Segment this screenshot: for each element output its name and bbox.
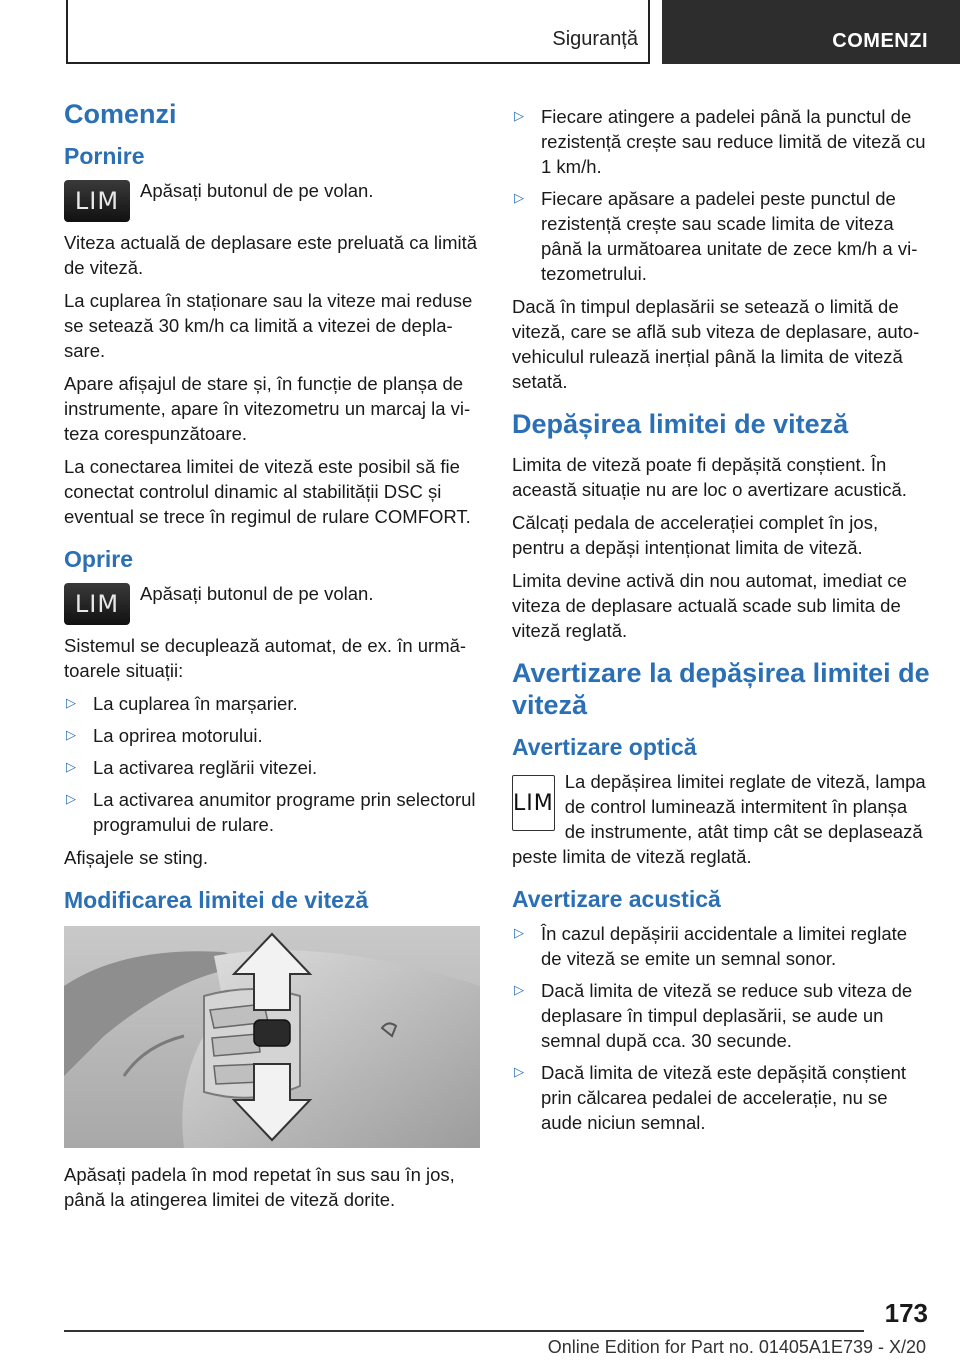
heading-modificare: Modificarea limitei de viteză xyxy=(64,887,369,913)
steering-wheel-illustration xyxy=(64,926,480,1148)
heading-avertizare-optica: Avertizare optică xyxy=(512,734,697,760)
list-item: ▷ Fiecare apăsare a padelei peste punctul de rezistență crește sau scade limita de viteza până la următoarea unitate de zece km/h a vitezometrului. xyxy=(512,186,930,286)
lim-indicator-lamp-icon: LIM xyxy=(512,775,555,831)
page-title: Comenzi xyxy=(64,99,177,129)
heading-depasirea: Depășirea limitei de viteză xyxy=(512,409,849,439)
header-chapter-tab xyxy=(662,0,960,64)
heading-avertizare: Avertizare la depășirea limitei de viteză xyxy=(512,658,930,720)
header-rule-divider xyxy=(648,0,650,64)
right-column xyxy=(512,104,930,1143)
list-item: ▷ Dacă limita de viteză se reduce sub viteza de deplasare în timpul deplasării, se aude un semnal după cca. 30 secunde. xyxy=(512,978,930,1053)
paragraph: Apare afișajul de stare și, în funcție de planșa de instrumente, apare în vitezometru un marcaj la viteza corespunzătoare. xyxy=(64,373,471,444)
oprire-list xyxy=(64,691,482,837)
heading-avertizare-acustica: Avertizare acustică xyxy=(512,886,721,912)
paragraph: La conectarea limitei de viteză este posibil să fie conectat controlul dinamic al stabilității DSC și eventual se trece în regimul de rulare COMFORT. xyxy=(64,456,471,527)
paragraph: Limita de viteză poate fi depășită conștient. În această situație nu are loc o avertizare acustică. xyxy=(512,454,907,500)
header-rule-bottom xyxy=(66,62,650,64)
paragraph: Dacă în timpul deplasării se setează o limită de viteză, care se află sub viteza de deplasare, autovehiculul rulează inerțial până la limita de viteză setată. xyxy=(512,296,920,392)
page-number: 173 xyxy=(884,1298,928,1328)
optica-text: La depășirea limitei reglate de viteză, lampa de control luminează intermitent în planșa de instrumente, atât timp cât se deplasează peste limita de viteză reglată. xyxy=(512,771,926,867)
heading-oprire: Oprire xyxy=(64,546,134,572)
footer-rule xyxy=(64,1330,864,1332)
header-section-name: Siguranță xyxy=(552,28,638,50)
lim-button-icon: LIM xyxy=(64,180,130,222)
paragraph: Limita devine activă din nou automat, imediat ce viteza de deplasare actuală scade sub limita de viteză reglată. xyxy=(512,570,907,641)
list-item: ▷ La cuplarea în marșarier. xyxy=(64,691,482,716)
pornire-instruction xyxy=(64,178,482,222)
list-item: ▷ În cazul depășirii accidentale a limitei reglate de viteză se emite un semnal sonor. xyxy=(512,921,930,971)
header-chapter-label: COMENZI xyxy=(832,29,928,52)
paddle-list xyxy=(512,104,930,286)
figure-caption: Apăsați padela în mod repetat în sus sau în jos, până la atingerea limitei de viteză dorite. xyxy=(64,1164,455,1210)
list-item: ▷ La oprirea motorului. xyxy=(64,723,482,748)
heading-pornire: Pornire xyxy=(64,143,145,169)
paragraph: Afișajele se sting. xyxy=(64,847,208,868)
list-item: ▷ La activarea reglării vitezei. xyxy=(64,755,482,780)
acustica-list xyxy=(512,921,930,1135)
list-item: ▷ Dacă limita de viteză este depășită conștient prin călcarea pedalei de accelerație, nu se aude niciun semnal. xyxy=(512,1060,930,1135)
header-rule-left xyxy=(66,0,68,64)
left-column xyxy=(64,98,482,1220)
paragraph: La cuplarea în staționare sau la viteze mai reduse se setează 30 km/h ca limită a vitezei de deplasare. xyxy=(64,290,473,361)
steering-wheel-paddle-image xyxy=(64,926,480,1148)
list-item: ▷ La activarea anumitor programe prin selectorul programului de rulare. xyxy=(64,787,482,837)
oprire-instruction xyxy=(64,581,482,625)
paragraph: Sistemul se decuplează automat, de ex. în următoarele situații: xyxy=(64,635,467,681)
optica-block xyxy=(512,769,930,869)
footer-edition: Online Edition for Part no. 01405A1E739 - X/20 xyxy=(547,1337,926,1357)
pornire-press-text: Apăsați butonul de pe volan. xyxy=(140,180,374,201)
lim-button-icon: LIM xyxy=(64,583,130,625)
paragraph: Călcați pedala de accelerației complet în jos, pentru a depăși intenționat limita de viteză. xyxy=(512,512,879,558)
oprire-press-text: Apăsați butonul de pe volan. xyxy=(140,583,374,604)
list-item: ▷ Fiecare atingere a padelei până la punctul de rezistență crește sau reduce limită de viteză cu 1 km/h. xyxy=(512,104,930,179)
paragraph: Viteza actuală de deplasare este preluată ca limită de viteză. xyxy=(64,232,478,278)
